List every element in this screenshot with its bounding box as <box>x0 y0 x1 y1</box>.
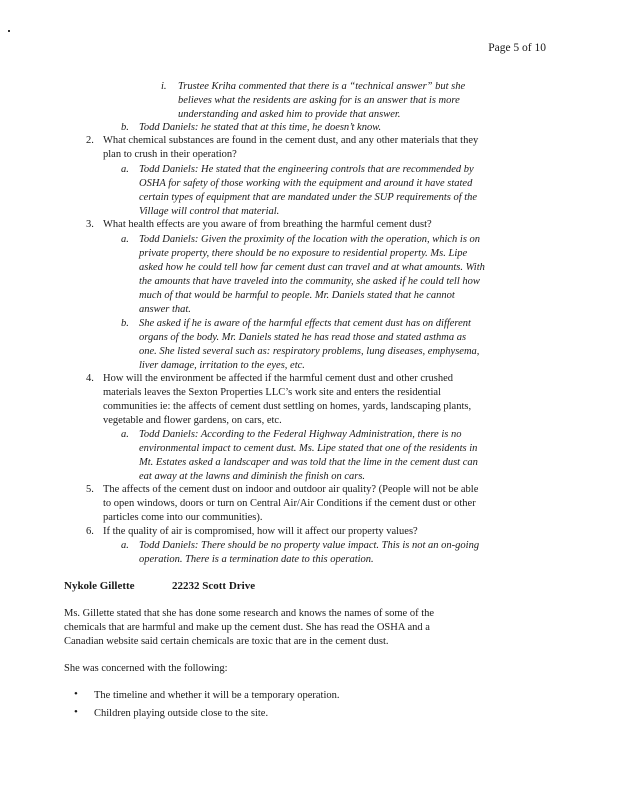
paragraph-line: chemicals that are harmful and make up the cement dust. She has read the OSHA and a <box>64 622 430 633</box>
text-line: How will the environment be affected if the harmful cement dust and other crushed <box>103 373 453 384</box>
text-line: Todd Daniels: According to the Federal Highway Administration, there is no <box>139 429 462 440</box>
sub-marker: a. <box>121 429 129 440</box>
text-line: asked how he could tell how far cement dust can travel and at what amounts. With <box>139 262 485 273</box>
item-marker: 2. <box>86 135 94 146</box>
text-line: If the quality of air is compromised, how will it affect our property values? <box>103 526 418 537</box>
text-line: to open windows, doors or turn on Central Air/Air Conditions if the cement dust or other <box>103 498 476 509</box>
item-marker: 4. <box>86 373 94 384</box>
speaker-address: 22232 Scott Drive <box>172 580 256 592</box>
speaker-name: Nykole Gillette <box>64 580 135 592</box>
text-line: The affects of the cement dust on indoor and outdoor air quality? (People will not be able <box>103 484 479 495</box>
paragraph-line: Ms. Gillette stated that she has done some research and knows the names of some of the <box>64 608 435 619</box>
text-line: plan to crush in their operation? <box>103 149 237 160</box>
text-line: private property, there should be no exposure to residential property. Ms. Lipe <box>139 248 468 259</box>
text-line: communities ie: the affects of cement dust settling on homes, yards, landscaping plants, <box>103 401 472 412</box>
text-line: Todd Daniels: Given the proximity of the location with the operation, which is on <box>139 234 481 245</box>
bullet-dot-icon: • <box>74 706 78 718</box>
text-line: Todd Daniels: he stated that at this time, he doesn’t know. <box>139 122 382 133</box>
text-line: What health effects are you aware of from breathing the harmful cement dust? <box>103 219 432 230</box>
page-number: Page 5 of 10 <box>488 42 546 54</box>
text-line: vegetable and flower gardens, on cars, etc. <box>103 415 282 426</box>
text-line: believes what the residents are asking for is an answer that is more <box>178 95 460 106</box>
paragraph-line: Canadian website said certain chemicals are toxic that are in the cement dust. <box>64 636 389 647</box>
scan-speck <box>8 30 10 32</box>
text-line: What chemical substances are found in the cement dust, and any other materials that they <box>103 135 479 146</box>
text-line: the amounts that have traveled into the community, she asked if he could tell how <box>139 276 480 287</box>
text-line: Village will control that material. <box>139 206 280 217</box>
item-marker: 5. <box>86 484 94 495</box>
text-line: environmental impact to cement dust. Ms. Lipe stated that one of the residents in <box>139 443 478 454</box>
sub-marker: b. <box>121 122 129 133</box>
text-line: particles come into our communities). <box>103 512 263 523</box>
text-line: one. She listed several such as: respiratory problems, lung diseases, emphysema, <box>139 346 480 357</box>
bullet-dot-icon: • <box>74 688 78 700</box>
bullet-item: The timeline and whether it will be a temporary operation. <box>94 690 340 701</box>
text-line: She asked if he is aware of the harmful effects that cement dust has on different <box>139 318 471 329</box>
sub-marker: a. <box>121 234 129 245</box>
item-marker: 6. <box>86 526 94 537</box>
text-line: materials leaves the Sexton Properties LLC’s work site and enters the residential <box>103 387 441 398</box>
text-line: OSHA for safety of those working with the equipment and around it have stated <box>139 178 473 189</box>
bullet-item: Children playing outside close to the site. <box>94 708 269 719</box>
text-line: understanding and asked him to provide that answer. <box>178 109 401 120</box>
sub-marker: b. <box>121 318 129 329</box>
concern-intro: She was concerned with the following: <box>64 663 228 674</box>
text-line: Trustee Kriha commented that there is a “technical answer” but she <box>178 81 466 92</box>
text-line: liver damage, irritation to the eyes, etc. <box>139 360 305 371</box>
text-line: eat away at the lawns and diminish the finish on cars. <box>139 471 366 482</box>
text-line: organs of the body. Mr. Daniels stated he has read those and stated asthma as <box>139 332 467 343</box>
text-line: operation. There is a termination date to this operation. <box>139 554 374 565</box>
sub-sub-marker: i. <box>161 81 167 92</box>
text-line: Todd Daniels: There should be no property value impact. This is not an on-going <box>139 540 480 551</box>
sub-marker: a. <box>121 540 129 551</box>
text-line: Mt. Estates asked a landscaper and was told that the lime in the cement dust can <box>139 457 478 468</box>
sub-marker: a. <box>121 164 129 175</box>
text-line: certain types of equipment that are mandated under the SUP requirements of the <box>139 192 478 203</box>
item-marker: 3. <box>86 219 94 230</box>
text-line: answer that. <box>139 304 191 315</box>
text-line: much of that would be harmful to people. Mr. Daniels stated that he cannot <box>139 290 455 301</box>
text-line: Todd Daniels: He stated that the engineering controls that are recommended by <box>139 164 474 175</box>
